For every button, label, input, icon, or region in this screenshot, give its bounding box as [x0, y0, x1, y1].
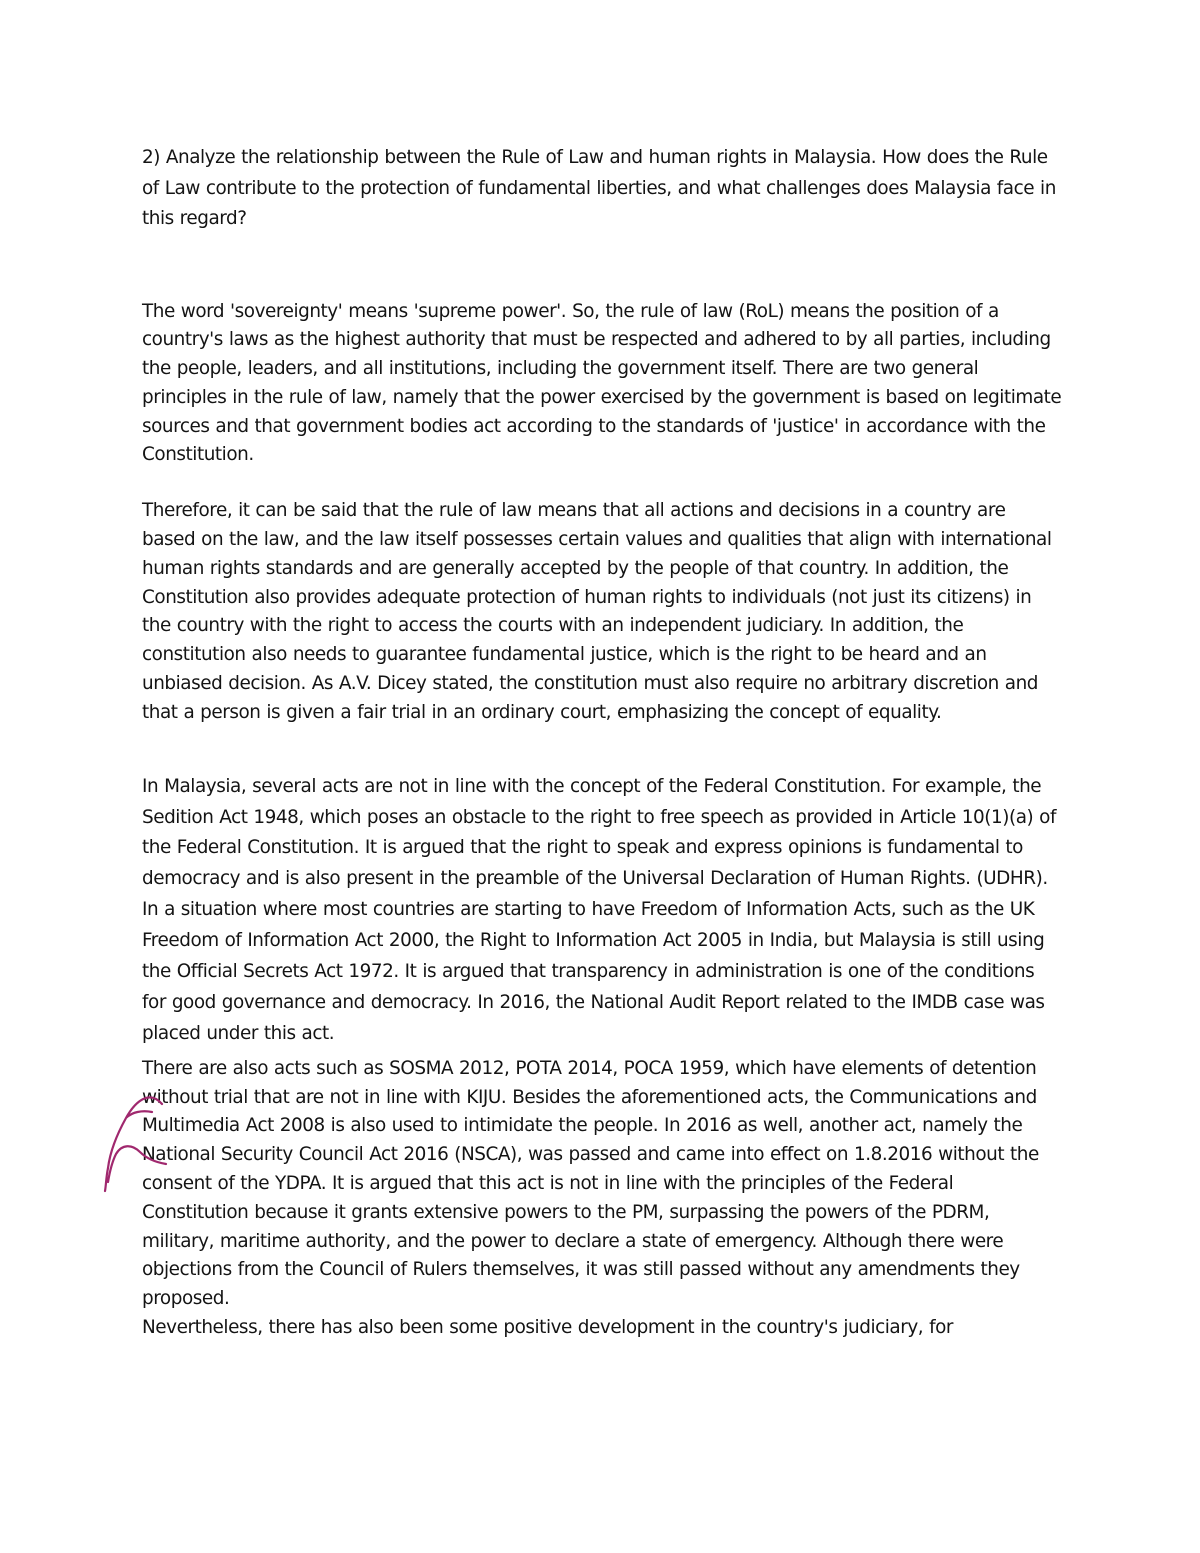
handwritten-check-mark-icon	[96, 1078, 176, 1198]
paragraph-nevertheless: Nevertheless, there has also been some positive development in the country's judiciary, for	[142, 1316, 954, 1338]
paragraph-rule-of-law: Therefore, it can be said that the rule of law means that all actions and decisions in a country are based on the law, and the law itself possesses certain values and qualities that align with international human rights standards and are generally accepted by the people of that country. In addition, the Constitution also provides adequate protection of human rights to individuals (not just its citizens) in the country with the right to access the courts with an independent judiciary. In addition, the constitution also needs to guarantee fundamental justice, which is the right to be heard and an unbiased decision. As A.V. Dicey stated, the constitution must also require no arbitrary discretion and that a person is given a fair trial in an ordinary court, emphasizing the concept of equality.	[142, 500, 1052, 723]
paragraph-detention-acts: There are also acts such as SOSMA 2012, POTA 2014, POCA 1959, which have elements of detention without trial that are not in line with KIJU. Besides the aforementioned acts, the Communications and Multimedia Act 2008 is also used to intimidate the people. In 2016 as well, another act, namely the National Security Council Act 2016 (NSCA), was passed and came into effect on 1.8.2016 without the consent of the YDPA. It is argued that this act is not in line with the principles of the Federal Constitution because it grants extensive powers to the PM, surpassing the powers of the PDRM, military, maritime authority, and the power to declare a state of emergency. Although there were objections from the Council of Rulers themselves, it was still passed without any amendments they proposed.	[142, 1057, 1039, 1310]
paragraph-sovereignty: The word 'sovereignty' means 'supreme power'. So, the rule of law (RoL) means the position of a country's laws as the highest authority that must be respected and adhered to by all parties, including the people, leaders, and all institutions, including the government itself. There are two general principles in the rule of law, namely that the power exercised by the government is based on legitimate sources and that government bodies act according to the standards of 'justice' in accordance with the Constitution.	[142, 300, 1062, 466]
document-body	[142, 143, 1062, 1343]
paragraph-malaysia-acts: In Malaysia, several acts are not in line with the concept of the Federal Constitution. For example, the Sedition Act 1948, which poses an obstacle to the right to free speech as provided in Article 10(1)(a) of the Federal Constitution. It is argued that the right to speak and express opinions is fundamental to democracy and is also present in the preamble of the Universal Declaration of Human Rights. (UDHR). In a situation where most countries are starting to have Freedom of Information Acts, such as the UK Freedom of Information Act 2000, the Right to Information Act 2005 in India, but Malaysia is still using the Official Secrets Act 1972. It is argued that transparency in administration is one of the conditions for good governance and democracy. In 2016, the National Audit Report related to the IMDB case was placed under this act.	[142, 775, 1057, 1044]
question-text: 2) Analyze the relationship between the Rule of Law and human rights in Malaysia. How does the Rule of Law contribute to the protection of fundamental liberties, and what challenges does Malaysia face in this regard?	[142, 147, 1056, 229]
